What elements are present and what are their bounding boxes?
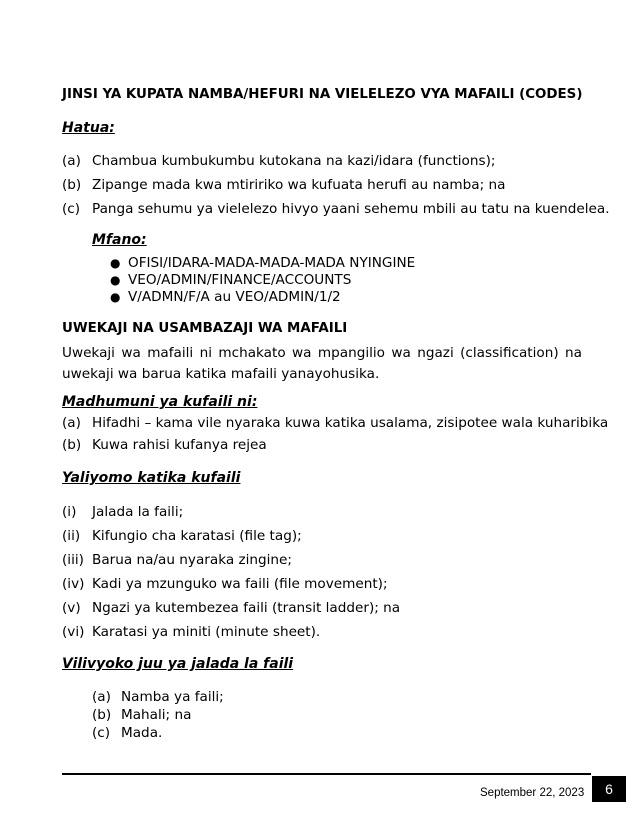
list-marker: (ii) (62, 528, 81, 544)
list-item-text: Kifungio cha karatasi (file tag); (92, 528, 302, 544)
list-marker: (b) (62, 177, 82, 193)
list-marker: (b) (92, 707, 112, 723)
subheading-hatua: Hatua: (62, 120, 115, 136)
list-item-text: Jalada la faili; (92, 504, 184, 520)
list-marker: (c) (92, 725, 111, 741)
list-marker: (a) (62, 153, 81, 169)
list-item-text: Mada. (121, 725, 163, 741)
bullet-item-text: OFISI/IDARA-MADA-MADA-MADA NYINGINE (128, 255, 416, 271)
heading-jinsi-ya-kupata: JINSI YA KUPATA NAMBA/HEFURI NA VIELELEZO VYA MAFAILI (CODES) (62, 87, 583, 102)
list-marker: (vi) (62, 624, 85, 640)
footer-date: September 22, 2023 (480, 787, 585, 799)
bullet-item-text: V/ADMN/F/A au VEO/ADMIN/1/2 (128, 289, 341, 305)
list-item-text: Hifadhi – kama vile nyaraka kuwa katika usalama, zisipotee wala kuharibika (92, 415, 609, 431)
subheading-vilivyoko: Vilivyoko juu ya jalada la faili (62, 656, 294, 672)
list-item-text: Karatasi ya miniti (minute sheet). (92, 624, 321, 640)
bullet-icon: ● (110, 273, 121, 287)
list-marker: (v) (62, 600, 81, 616)
page-number: 6 (592, 776, 626, 802)
list-item-text: Barua na/au nyaraka zingine; (92, 552, 292, 568)
list-item-text: Zipange mada kwa mtiririko wa kufuata herufi au namba; na (92, 177, 506, 193)
bullet-icon: ● (110, 290, 121, 304)
heading-uwekaji: UWEKAJI NA USAMBAZAJI WA MAFAILI (62, 321, 348, 336)
list-marker: (b) (62, 437, 82, 453)
subheading-mfano: Mfano: (92, 232, 147, 248)
subheading-madhumuni: Madhumuni ya kufaili ni: (62, 394, 258, 410)
bullet-item-text: VEO/ADMIN/FINANCE/ACCOUNTS (128, 272, 352, 288)
paragraph-uwekaji: Uwekaji wa mafaili ni mchakato wa mpangilio wa ngazi (classification) na uwekaji wa barua katika mafaili yanayohusika. (62, 345, 582, 382)
list-marker: (iii) (62, 552, 84, 568)
list-item-text: Kuwa rahisi kufanya rejea (92, 437, 267, 453)
list-item-text: Mahali; na (121, 707, 192, 723)
list-item-text: Panga sehumu ya vielelezo hivyo yaani sehemu mbili au tatu na kuendelea. (92, 201, 610, 217)
list-item-text: Ngazi ya kutembezea faili (transit ladder); na (92, 600, 401, 616)
list-marker: (c) (62, 201, 81, 217)
list-marker: (i) (62, 504, 77, 520)
list-item-text: Chambua kumbukumbu kutokana na kazi/idara (functions); (92, 153, 496, 169)
footer-divider (62, 773, 591, 775)
list-marker: (iv) (62, 576, 85, 592)
list-marker: (a) (62, 415, 81, 431)
list-item-text: Kadi ya mzunguko wa faili (file movement); (92, 576, 388, 592)
list-marker: (a) (92, 689, 111, 705)
bullet-icon: ● (110, 256, 121, 270)
list-item-text: Namba ya faili; (121, 689, 224, 705)
subheading-yaliyomo: Yaliyomo katika kufaili (62, 470, 241, 486)
